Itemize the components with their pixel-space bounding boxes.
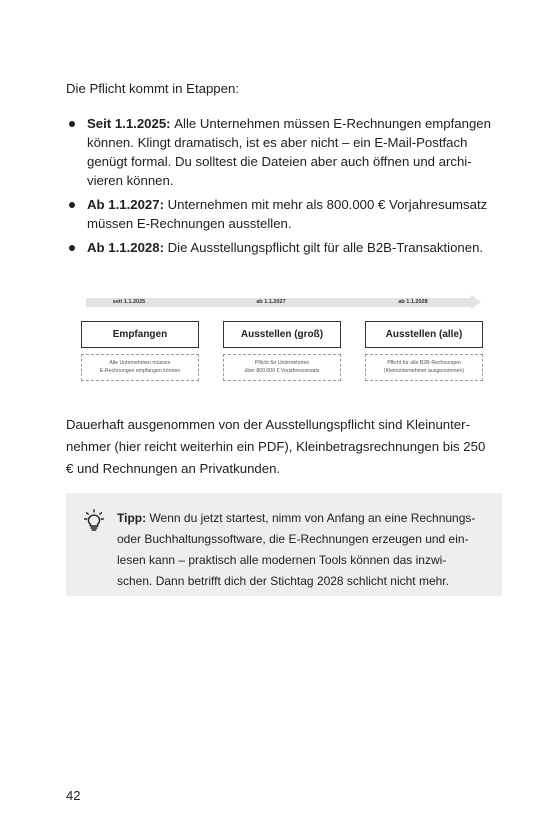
- stage-note-line: (Kleinunternehmer ausgenommen): [383, 367, 465, 374]
- intro-text: Die Pflicht kommt in Etappen:: [66, 81, 239, 96]
- tip-box: [66, 493, 502, 596]
- paragraph-line: Dauerhaft ausgenommen von der Ausstellungspflicht sind Kleinunter-: [66, 417, 470, 432]
- timeline-date-label: ab 1.1.2028: [398, 299, 428, 305]
- bullet-icon: [69, 202, 75, 208]
- list-item-line: Unternehmen mit mehr als 800.000 € Vorjahresumsatz: [167, 197, 488, 212]
- stage-box: Ausstellen (alle): [365, 321, 483, 348]
- tip-line: oder Buchhaltungssoftware, die E-Rechnungen erzeugen und ein-: [117, 532, 469, 546]
- tip-text: [117, 508, 489, 592]
- paragraph-line: nehmer (hier reicht weiterhin ein PDF), Kleinbetragsrechnungen bis 250: [66, 439, 486, 454]
- page-number: 42: [66, 788, 81, 803]
- stage-note-line: Pflicht für alle B2B-Rechnungen: [387, 360, 461, 366]
- list-item-date: Ab 1.1.2027:: [87, 197, 168, 212]
- tip-line: Wenn du jetzt startest, nimm von Anfang an eine Rechnungs-: [149, 511, 476, 525]
- list-item-line: Die Ausstellungspflicht gilt für alle B2B-Transaktionen.: [167, 240, 484, 255]
- bullet-icon: [69, 121, 75, 127]
- list-item-line: müssen E-Rechnungen ausstellen.: [87, 216, 292, 231]
- list-item-line: genügt formal. Du solltest die Dateien aber auch öffnen und archi-: [87, 154, 472, 169]
- tip-label: Tipp:: [117, 511, 150, 525]
- deadline-list: [66, 114, 506, 262]
- bullet-icon: [69, 245, 75, 251]
- lightbulb-icon: [84, 509, 104, 531]
- timeline-arrow-icon: [471, 295, 481, 309]
- stage-note-line: Pflicht für Unternehmen: [254, 360, 310, 366]
- list-item-line: Alle Unternehmen müssen E-Rechnungen empfangen: [174, 116, 491, 131]
- timeline-date-label: ab 1.1.2027: [256, 299, 286, 305]
- stage-note-line: über 800.000 € Vorjahresumsatz: [244, 367, 320, 374]
- stage-box: Ausstellen (groß): [223, 321, 341, 348]
- list-item: [66, 195, 506, 233]
- exemptions-paragraph: [66, 414, 506, 480]
- list-item-date: Seit 1.1.2025:: [87, 116, 175, 131]
- list-item-date: Ab 1.1.2028:: [87, 240, 168, 255]
- list-item-line: vieren können.: [87, 173, 174, 188]
- stage-box: Empfangen: [81, 321, 199, 348]
- stage-note-line: E-Rechnungen empfangen können: [99, 367, 181, 374]
- timeline-diagram: [86, 294, 482, 386]
- stage-note: [81, 354, 199, 381]
- paragraph-line: € und Rechnungen an Privatkunden.: [66, 461, 281, 476]
- list-item: [66, 238, 506, 257]
- list-item: [66, 114, 506, 190]
- tip-line: lesen kann – praktisch alle modernen Tools können das inzwi-: [117, 553, 447, 567]
- stage-note-line: Alle Unternehmen müssen: [109, 360, 171, 366]
- stage-note: [365, 354, 483, 381]
- tip-line: schen. Dann betrifft dich der Stichtag 2028 schlicht nicht mehr.: [117, 574, 449, 588]
- timeline-date-label: seit 1.1.2025: [112, 299, 146, 305]
- stage-note: [223, 354, 341, 381]
- list-item-line: können. Klingt dramatisch, ist es aber nicht – ein E-Mail-Postfach: [87, 135, 468, 150]
